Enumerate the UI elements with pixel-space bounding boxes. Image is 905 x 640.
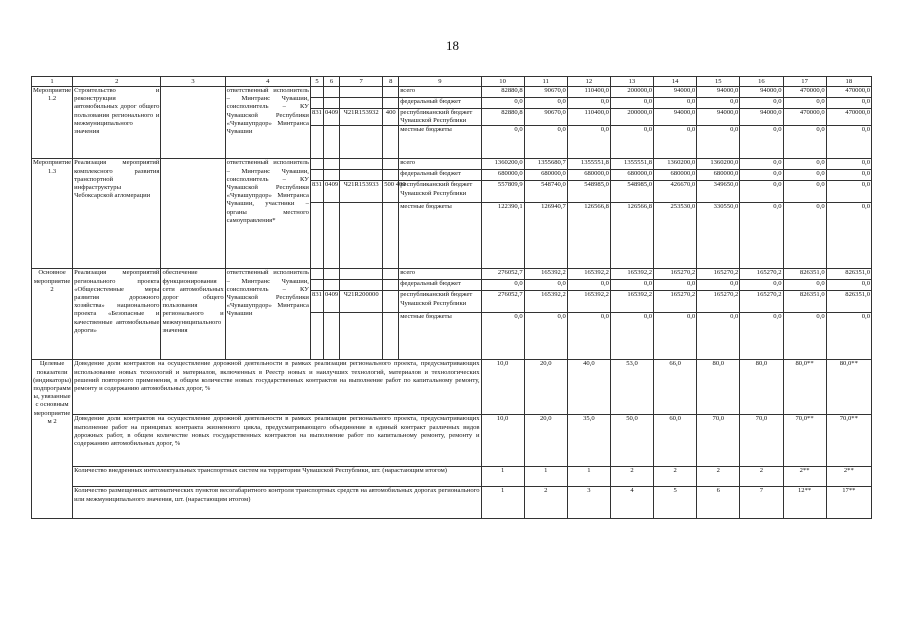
value-cell: 200000,0 bbox=[610, 87, 653, 98]
target-value: 1 bbox=[481, 467, 524, 487]
target-value: 3 bbox=[567, 487, 610, 519]
block-col3: обеспечение функционирования сети автомобильных дорог общего пользования регионального и межмуниципального значения bbox=[161, 269, 225, 360]
code-empty bbox=[310, 98, 323, 109]
value-cell: 126940,7 bbox=[524, 203, 567, 269]
value-cell: 0,0 bbox=[826, 170, 871, 181]
code-empty bbox=[310, 203, 323, 269]
block-col4: ответственный исполнитель – Минтранс Чувашии, соисполнитель – КУ Чувашской Республики «Чувашупрдор» Минтранса Чувашии, участники – органы местного самоуправления* bbox=[225, 159, 310, 269]
value-cell: 253530,0 bbox=[654, 203, 697, 269]
header-cell: 6 bbox=[324, 77, 340, 87]
funding-source: федеральный бюджет bbox=[399, 98, 481, 109]
funding-source: республиканский бюджет Чувашской Республики bbox=[399, 181, 481, 203]
code-empty bbox=[340, 203, 383, 269]
target-value: 1 bbox=[524, 467, 567, 487]
value-cell: 0,0 bbox=[783, 280, 826, 291]
value-cell: 200000,0 bbox=[610, 109, 653, 126]
value-cell: 826351,0 bbox=[826, 291, 871, 313]
value-cell: 548985,0 bbox=[610, 181, 653, 203]
block-col2: Строительство и реконструкция автомобильных дорог общего пользования регионального и межмуниципального значения bbox=[73, 87, 161, 159]
value-cell: 0,0 bbox=[524, 280, 567, 291]
value-cell: 122390,1 bbox=[481, 203, 524, 269]
value-cell: 0,0 bbox=[567, 126, 610, 159]
value-cell: 0,0 bbox=[654, 126, 697, 159]
value-cell: 165270,2 bbox=[654, 291, 697, 313]
value-cell: 0,0 bbox=[697, 126, 740, 159]
value-cell: 110400,0 bbox=[567, 87, 610, 98]
funding-source: всего bbox=[399, 87, 481, 98]
code-empty bbox=[383, 280, 399, 291]
value-cell: 0,0 bbox=[783, 126, 826, 159]
funding-source: местные бюджеты bbox=[399, 313, 481, 360]
target-text: Количество размещенных автоматических пунктов весогабаритного контроля транспортных средств на автомобильных дорогах регионального или межмуниципального значения, шт. (нарастающим итогом) bbox=[73, 487, 481, 519]
value-cell: 94000,0 bbox=[697, 109, 740, 126]
value-cell: 0,0 bbox=[826, 98, 871, 109]
code-rzpr: 0409 bbox=[324, 291, 340, 313]
target-value: 17** bbox=[826, 487, 871, 519]
target-row bbox=[32, 415, 872, 467]
target-value: 5 bbox=[654, 487, 697, 519]
value-cell: 0,0 bbox=[524, 98, 567, 109]
code-empty bbox=[340, 313, 383, 360]
header-cell: 13 bbox=[610, 77, 653, 87]
code-empty bbox=[340, 98, 383, 109]
code-empty bbox=[383, 313, 399, 360]
value-cell: 0,0 bbox=[481, 313, 524, 360]
value-cell: 680000,0 bbox=[697, 170, 740, 181]
value-cell: 0,0 bbox=[654, 313, 697, 360]
target-value: 60,0 bbox=[654, 415, 697, 467]
code-empty bbox=[383, 203, 399, 269]
header-cell: 9 bbox=[399, 77, 481, 87]
value-cell: 0,0 bbox=[740, 280, 783, 291]
value-cell: 548740,0 bbox=[524, 181, 567, 203]
value-cell: 0,0 bbox=[826, 313, 871, 360]
funding-source: всего bbox=[399, 159, 481, 170]
value-cell: 0,0 bbox=[826, 203, 871, 269]
funding-source: федеральный бюджет bbox=[399, 170, 481, 181]
value-cell: 0,0 bbox=[610, 280, 653, 291]
value-cell: 165392,2 bbox=[610, 291, 653, 313]
code-csr: Ч21R153933 bbox=[340, 181, 383, 203]
code-empty bbox=[310, 280, 323, 291]
target-value: 2 bbox=[697, 467, 740, 487]
target-value: 80,0 bbox=[697, 360, 740, 415]
value-cell: 0,0 bbox=[567, 98, 610, 109]
value-cell: 0,0 bbox=[740, 170, 783, 181]
target-value: 12** bbox=[783, 487, 826, 519]
table-row bbox=[32, 159, 872, 170]
value-cell: 0,0 bbox=[697, 98, 740, 109]
table-row bbox=[32, 269, 872, 280]
value-cell: 165270,2 bbox=[654, 269, 697, 280]
header-cell: 10 bbox=[481, 77, 524, 87]
code-empty bbox=[324, 203, 340, 269]
target-value: 80,0** bbox=[826, 360, 871, 415]
value-cell: 0,0 bbox=[524, 313, 567, 360]
code-empty bbox=[324, 126, 340, 159]
value-cell: 470000,0 bbox=[826, 87, 871, 98]
value-cell: 0,0 bbox=[783, 170, 826, 181]
code-csr: Ч21R200000 bbox=[340, 291, 383, 313]
value-cell: 470000,0 bbox=[783, 87, 826, 98]
target-value: 70,0 bbox=[697, 415, 740, 467]
funding-source: федеральный бюджет bbox=[399, 280, 481, 291]
value-cell: 826351,0 bbox=[783, 269, 826, 280]
funding-source: местные бюджеты bbox=[399, 203, 481, 269]
target-value: 6 bbox=[697, 487, 740, 519]
value-cell: 1360200,0 bbox=[654, 159, 697, 170]
header-cell: 7 bbox=[340, 77, 383, 87]
value-cell: 0,0 bbox=[783, 181, 826, 203]
target-value: 40,0 bbox=[567, 360, 610, 415]
code-empty bbox=[310, 87, 323, 98]
value-cell: 1355551,8 bbox=[610, 159, 653, 170]
code-grbs: 831 bbox=[310, 109, 323, 126]
funding-source: республиканский бюджет Чувашской Республики bbox=[399, 109, 481, 126]
code-empty bbox=[324, 269, 340, 280]
value-cell: 90670,0 bbox=[524, 109, 567, 126]
code-empty bbox=[340, 170, 383, 181]
target-value: 10,0 bbox=[481, 360, 524, 415]
value-cell: 0,0 bbox=[740, 98, 783, 109]
code-empty bbox=[310, 269, 323, 280]
value-cell: 94000,0 bbox=[740, 87, 783, 98]
value-cell: 0,0 bbox=[740, 126, 783, 159]
code-empty bbox=[340, 126, 383, 159]
value-cell: 0,0 bbox=[697, 313, 740, 360]
value-cell: 94000,0 bbox=[654, 109, 697, 126]
value-cell: 1355680,7 bbox=[524, 159, 567, 170]
header-cell: 5 bbox=[310, 77, 323, 87]
block-col4: ответственный исполнитель – Минтранс Чувашии, соисполнитель – КУ Чувашской Республики «Чувашупрдор» Минтранса Чувашии bbox=[225, 269, 310, 360]
target-value: 2 bbox=[740, 467, 783, 487]
code-grbs: 831 bbox=[310, 181, 323, 203]
code-empty bbox=[310, 159, 323, 170]
value-cell: 680000,0 bbox=[610, 170, 653, 181]
header-cell: 8 bbox=[383, 77, 399, 87]
code-csr: Ч21R153932 bbox=[340, 109, 383, 126]
value-cell: 557809,9 bbox=[481, 181, 524, 203]
code-empty bbox=[383, 126, 399, 159]
code-empty bbox=[324, 313, 340, 360]
code-empty bbox=[383, 170, 399, 181]
code-rzpr: 0409 bbox=[324, 181, 340, 203]
value-cell: 1360200,0 bbox=[697, 159, 740, 170]
block-col1: Основное мероприятие 2 bbox=[32, 269, 73, 360]
value-cell: 0,0 bbox=[783, 313, 826, 360]
program-table bbox=[31, 76, 872, 519]
value-cell: 680000,0 bbox=[567, 170, 610, 181]
header-cell: 3 bbox=[161, 77, 225, 87]
header-cell: 2 bbox=[73, 77, 161, 87]
target-value: 70,0** bbox=[826, 415, 871, 467]
header-cell: 4 bbox=[225, 77, 310, 87]
value-cell: 0,0 bbox=[826, 181, 871, 203]
header-cell: 15 bbox=[697, 77, 740, 87]
value-cell: 0,0 bbox=[783, 159, 826, 170]
target-value: 1 bbox=[567, 467, 610, 487]
value-cell: 470000,0 bbox=[826, 109, 871, 126]
block-col2: Реализация мероприятий комплексного развития транспортной инфраструктуры Чебоксарской агломерации bbox=[73, 159, 161, 269]
value-cell: 0,0 bbox=[567, 313, 610, 360]
targets-label: Целевые показатели (индикаторы) подпрограммы, увязанные с основным мероприятием 2 bbox=[32, 360, 73, 519]
block-col3 bbox=[161, 87, 225, 159]
value-cell: 90670,0 bbox=[524, 87, 567, 98]
target-value: 2** bbox=[783, 467, 826, 487]
code-empty bbox=[324, 98, 340, 109]
value-cell: 0,0 bbox=[481, 98, 524, 109]
target-value: 53,0 bbox=[610, 360, 653, 415]
value-cell: 165270,2 bbox=[740, 269, 783, 280]
value-cell: 165392,2 bbox=[610, 269, 653, 280]
block-col1: Мероприятие 1.2 bbox=[32, 87, 73, 159]
header-cell: 18 bbox=[826, 77, 871, 87]
target-row bbox=[32, 487, 872, 519]
value-cell: 349650,0 bbox=[697, 181, 740, 203]
code-vr bbox=[383, 291, 399, 313]
value-cell: 0,0 bbox=[697, 280, 740, 291]
value-cell: 0,0 bbox=[826, 159, 871, 170]
value-cell: 94000,0 bbox=[697, 87, 740, 98]
code-empty bbox=[340, 269, 383, 280]
code-vr: 400 bbox=[383, 109, 399, 126]
value-cell: 165392,2 bbox=[567, 269, 610, 280]
value-cell: 276052,7 bbox=[481, 269, 524, 280]
value-cell: 126566,8 bbox=[567, 203, 610, 269]
funding-source: республиканский бюджет Чувашской Республики bbox=[399, 291, 481, 313]
code-empty bbox=[324, 280, 340, 291]
code-empty bbox=[383, 98, 399, 109]
value-cell: 0,0 bbox=[654, 280, 697, 291]
value-cell: 0,0 bbox=[826, 126, 871, 159]
header-cell: 12 bbox=[567, 77, 610, 87]
target-value: 20,0 bbox=[524, 415, 567, 467]
funding-source: местные бюджеты bbox=[399, 126, 481, 159]
value-cell: 0,0 bbox=[783, 203, 826, 269]
target-text: Количество внедренных интеллектуальных транспортных систем на территории Чувашской Республики, шт. (нарастающим итогом) bbox=[73, 467, 481, 487]
block-col1: Мероприятие 1.3 bbox=[32, 159, 73, 269]
target-value: 10,0 bbox=[481, 415, 524, 467]
target-value: 2 bbox=[524, 487, 567, 519]
target-value: 2 bbox=[654, 467, 697, 487]
value-cell: 548985,0 bbox=[567, 181, 610, 203]
value-cell: 0,0 bbox=[740, 181, 783, 203]
target-value: 2** bbox=[826, 467, 871, 487]
block-col4: ответственный исполнитель – Минтранс Чувашии, соисполнитель – КУ Чувашской Республики «Чувашупрдор» Минтранса Чувашии bbox=[225, 87, 310, 159]
target-value: 35,0 bbox=[567, 415, 610, 467]
funding-source: всего bbox=[399, 269, 481, 280]
target-value: 4 bbox=[610, 487, 653, 519]
header-cell: 17 bbox=[783, 77, 826, 87]
target-value: 70,0 bbox=[740, 415, 783, 467]
value-cell: 0,0 bbox=[610, 313, 653, 360]
target-value: 70,0** bbox=[783, 415, 826, 467]
value-cell: 165392,2 bbox=[524, 291, 567, 313]
value-cell: 1355551,8 bbox=[567, 159, 610, 170]
value-cell: 426670,0 bbox=[654, 181, 697, 203]
header-cell: 1 bbox=[32, 77, 73, 87]
target-row bbox=[32, 467, 872, 487]
value-cell: 82880,8 bbox=[481, 87, 524, 98]
value-cell: 0,0 bbox=[654, 98, 697, 109]
value-cell: 826351,0 bbox=[826, 269, 871, 280]
value-cell: 330550,0 bbox=[697, 203, 740, 269]
code-empty bbox=[340, 87, 383, 98]
header-row bbox=[32, 77, 872, 87]
page-number: 18 bbox=[446, 38, 459, 53]
value-cell: 470000,0 bbox=[783, 109, 826, 126]
code-empty bbox=[324, 159, 340, 170]
value-cell: 0,0 bbox=[740, 159, 783, 170]
value-cell: 94000,0 bbox=[740, 109, 783, 126]
value-cell: 110400,0 bbox=[567, 109, 610, 126]
code-empty bbox=[383, 87, 399, 98]
value-cell: 680000,0 bbox=[524, 170, 567, 181]
value-cell: 0,0 bbox=[610, 98, 653, 109]
value-cell: 0,0 bbox=[567, 280, 610, 291]
value-cell: 680000,0 bbox=[481, 170, 524, 181]
code-empty bbox=[383, 159, 399, 170]
value-cell: 0,0 bbox=[826, 280, 871, 291]
value-cell: 82880,8 bbox=[481, 109, 524, 126]
target-value: 1 bbox=[481, 487, 524, 519]
target-value: 80,0 bbox=[740, 360, 783, 415]
value-cell: 0,0 bbox=[481, 126, 524, 159]
target-value: 20,0 bbox=[524, 360, 567, 415]
target-row bbox=[32, 360, 872, 415]
code-vr: 500 400 bbox=[383, 181, 399, 203]
target-value: 2 bbox=[610, 467, 653, 487]
header-cell: 16 bbox=[740, 77, 783, 87]
code-empty bbox=[340, 280, 383, 291]
code-grbs: 831 bbox=[310, 291, 323, 313]
code-empty bbox=[324, 87, 340, 98]
block-col2: Реализация мероприятий регионального проекта «Общесистемные меры развития дорожного хозяйства» национального проекта «Безопасные и качественные автомобильные дороги» bbox=[73, 269, 161, 360]
target-value: 66,0 bbox=[654, 360, 697, 415]
value-cell: 94000,0 bbox=[654, 87, 697, 98]
block-col3 bbox=[161, 159, 225, 269]
header-cell: 11 bbox=[524, 77, 567, 87]
value-cell: 165270,2 bbox=[697, 291, 740, 313]
target-text: Доведение доли контрактов на осуществление дорожной деятельности в рамках реализации регионального проекта, предусматривающих использование новых технологий и материалов, включенных в Реестр новых и наилучших технологий, материалов и технологических решений повторного применения, в общем количестве новых государственных контрактов на выполнение работ по капитальному ремонту, ремонту и содержанию автомобильных дорог, % bbox=[73, 360, 481, 415]
value-cell: 826351,0 bbox=[783, 291, 826, 313]
code-empty bbox=[340, 159, 383, 170]
value-cell: 276052,7 bbox=[481, 291, 524, 313]
header-cell: 14 bbox=[654, 77, 697, 87]
code-empty bbox=[383, 269, 399, 280]
table-row bbox=[32, 87, 872, 98]
value-cell: 0,0 bbox=[740, 203, 783, 269]
target-text: Доведение доли контрактов на осуществление дорожной деятельности в рамках реализации регионального проекта, предусматривающих выполнение работ на принципах контракта жизненного цикла, предусматривающего объединение в единый контракт различных видов дорожных работ, в общем количестве новых государственных контрактов на выполнение работ по капитальному ремонту, ремонту и содержанию автомобильных дорог, % bbox=[73, 415, 481, 467]
value-cell: 165270,2 bbox=[697, 269, 740, 280]
value-cell: 126566,8 bbox=[610, 203, 653, 269]
code-empty bbox=[310, 313, 323, 360]
value-cell: 1360200,0 bbox=[481, 159, 524, 170]
code-rzpr: 0409 bbox=[324, 109, 340, 126]
code-empty bbox=[310, 126, 323, 159]
value-cell: 0,0 bbox=[610, 126, 653, 159]
value-cell: 680000,0 bbox=[654, 170, 697, 181]
code-empty bbox=[324, 170, 340, 181]
target-value: 7 bbox=[740, 487, 783, 519]
value-cell: 165392,2 bbox=[524, 269, 567, 280]
code-empty bbox=[310, 170, 323, 181]
value-cell: 0,0 bbox=[524, 126, 567, 159]
target-value: 50,0 bbox=[610, 415, 653, 467]
value-cell: 0,0 bbox=[481, 280, 524, 291]
value-cell: 0,0 bbox=[740, 313, 783, 360]
value-cell: 165270,2 bbox=[740, 291, 783, 313]
value-cell: 165392,2 bbox=[567, 291, 610, 313]
value-cell: 0,0 bbox=[783, 98, 826, 109]
target-value: 80,0** bbox=[783, 360, 826, 415]
